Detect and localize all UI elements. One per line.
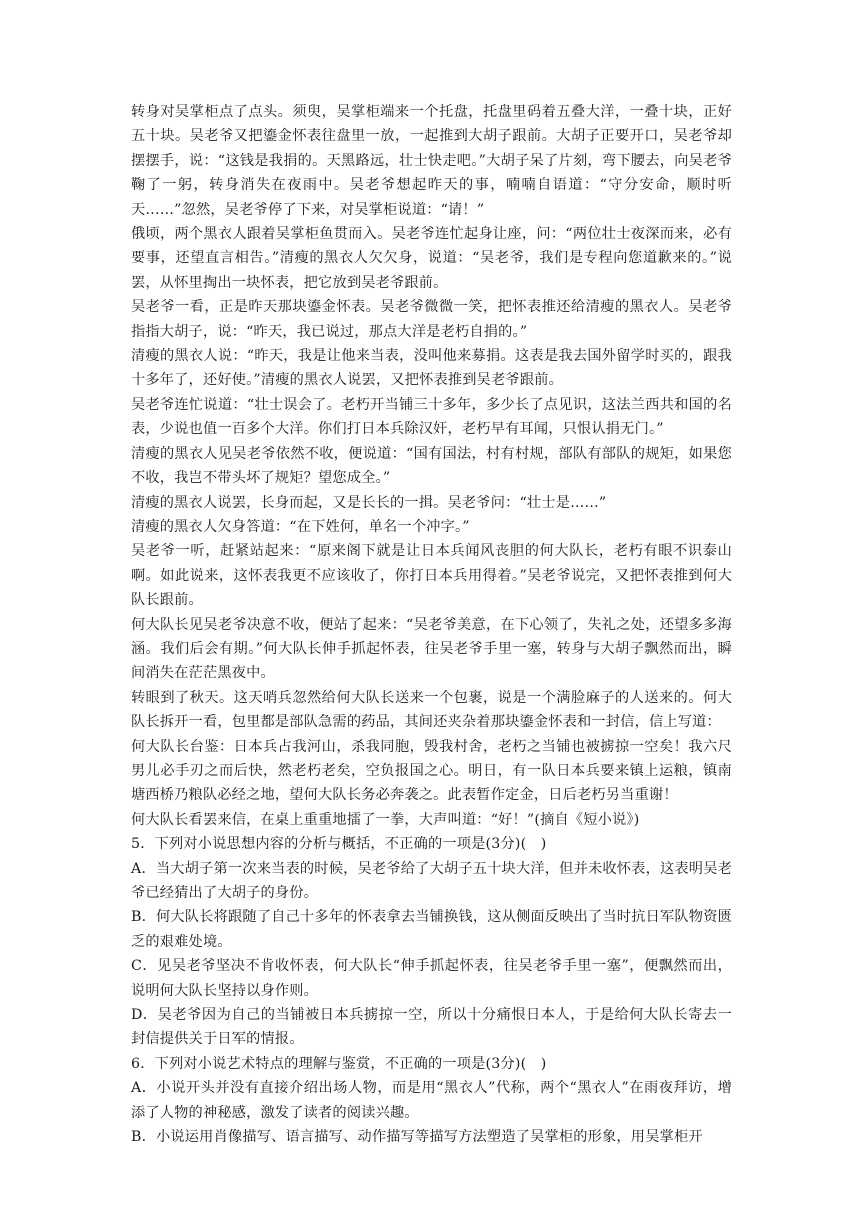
story-paragraph: 何大队长见吴老爷决意不收，便站了起来：“吴老爷美意，在下心领了，失礼之处，还望多多海涵。我们后会有期。”何大队长伸手抓起怀表，往吴老爷手里一塞，转身与大胡子飘然而出，瞬间消失在茫茫黑夜中。 <box>131 616 732 682</box>
story-paragraph: 俄顷，两个黑衣人跟着吴掌柜鱼贯而入。吴老爷连忙起身让座，问：“两位壮士夜深而来，必有要事，还望直言相告。”清瘦的黑衣人欠欠身，说道：“吴老爷，我们是专程向您道歉来的。”说罢，从怀里掏出一块怀表，把它放到吴老爷跟前。 <box>131 226 732 291</box>
story-paragraph: 清瘦的黑衣人见吴老爷依然不收，便说道：“国有国法，村有村规，部队有部队的规矩，如果您不收，我岂不带头坏了规矩？望您成全。” <box>131 445 732 487</box>
story-paragraph: 清瘦的黑衣人欠身答道：“在下姓何，单名一个冲字。” <box>131 518 470 535</box>
question-5-option-d: D．吴老爷因为自己的当铺被日本兵掳掠一空，所以十分痛恨日本人，于是给何大队长寄去一封信提供关于日军的情报。 <box>131 1007 732 1048</box>
question-5-option-c: C．见吴老爷坚决不肯收怀表，何大队长“伸手抓起怀表，往吴老爷手里一塞”，便飘然而出，说明何大队长坚持以身作则。 <box>131 958 732 999</box>
question-6-stem: 6．下列对小说艺术特点的理解与鉴赏，不正确的一项是(3分)( ) <box>131 1055 547 1072</box>
story-paragraph: 吴老爷连忙说道：“壮士误会了。老朽开当铺三十多年，多少长了点见识，这法兰西共和国的名表，少说也值一百多个大洋。你们打日本兵除汉奸，老朽早有耳闻，只恨认捐无门。” <box>131 396 732 438</box>
letter-paragraph: 何大队长台鉴：日本兵占我河山，杀我同胞，毁我村舍，老朽之当铺也被掳掠一空矣！我六尺男儿必手刃之而后快，然老朽老矣，空负报国之心。明日，有一队日本兵要来镇上运粮，镇南塘西桥乃粮队必经之地，望何大队长务必奔袭之。此表暂作定金，日后老朽另当重谢！ <box>131 738 732 804</box>
story-paragraph: 吴老爷一看，正是昨天那块鎏金怀表。吴老爷微微一笑，把怀表推还给清瘦的黑衣人。吴老爷指指大胡子，说：“昨天，我已说过，那点大洋是老朽自捐的。” <box>131 299 732 340</box>
question-5-stem: 5．下列对小说思想内容的分析与概括，不正确的一项是(3分)( ) <box>131 836 547 853</box>
question-6-option-b: B．小说运用肖像描写、语言描写、动作描写等描写方法塑造了吴掌柜的形象，用吴掌柜开 <box>131 1129 703 1146</box>
document-page <box>131 100 732 1149</box>
question-5-option-b: B．何大队长将跟随了自己十多年的怀表拿去当铺换钱，这从侧面反映出了当时抗日军队物资匮乏的艰难处境。 <box>131 909 732 950</box>
story-paragraph: 何大队长看罢来信，在桌上重重地擂了一拳，大声叫道：“好！”(摘自《短小说》) <box>131 811 640 828</box>
story-paragraph: 清瘦的黑衣人说：“昨天，我是让他来当表，没叫他来募捐。这表是我去国外留学时买的，跟我十多年了，还好使。”清瘦的黑衣人说罢，又把怀表推到吴老爷跟前。 <box>131 348 732 389</box>
story-paragraph: 吴老爷一听，赶紧站起来：“原来阁下就是让日本兵闻风丧胆的何大队长，老朽有眼不识泰山啊。如此说来，这怀表我更不应该收了，你打日本兵用得着。”吴老爷说完，又把怀表推到何大队长跟前。 <box>131 543 732 609</box>
question-6-option-a: A．小说开头并没有直接介绍出场人物，而是用“黑衣人”代称，两个“黑衣人”在雨夜拜访，增添了人物的神秘感，激发了读者的阅读兴趣。 <box>131 1080 732 1121</box>
story-paragraph: 转眼到了秋天。这天哨兵忽然给何大队长送来一个包裹，说是一个满脸麻子的人送来的。何大队长拆开一看，包里都是部队急需的药品，其间还夹杂着那块鎏金怀表和一封信，信上写道： <box>131 689 732 731</box>
story-paragraph: 清瘦的黑衣人说罢，长身而起，又是长长的一揖。吴老爷问：“壮士是……” <box>131 494 607 511</box>
question-5-option-a: A．当大胡子第一次来当表的时候，吴老爷给了大胡子五十块大洋，但并未收怀表，这表明吴老爷已经猜出了大胡子的身份。 <box>131 860 732 901</box>
story-paragraph: 转身对吴掌柜点了点头。须臾，吴掌柜端来一个托盘，托盘里码着五叠大洋，一叠十块，正好五十块。吴老爷又把鎏金怀表往盘里一放，一起推到大胡子跟前。大胡子正要开口，吴老爷却摆摆手，说：“这钱是我捐的。天黑路远，壮士快走吧。”大胡子呆了片刻，弯下腰去，向吴老爷鞠了一躬，转身消失在夜雨中。吴老爷想起昨天的事，喃喃自语道：“守分安命，顺时听天……”忽然，吴老爷停了下来，对吴掌柜说道：“请！” <box>131 104 732 218</box>
